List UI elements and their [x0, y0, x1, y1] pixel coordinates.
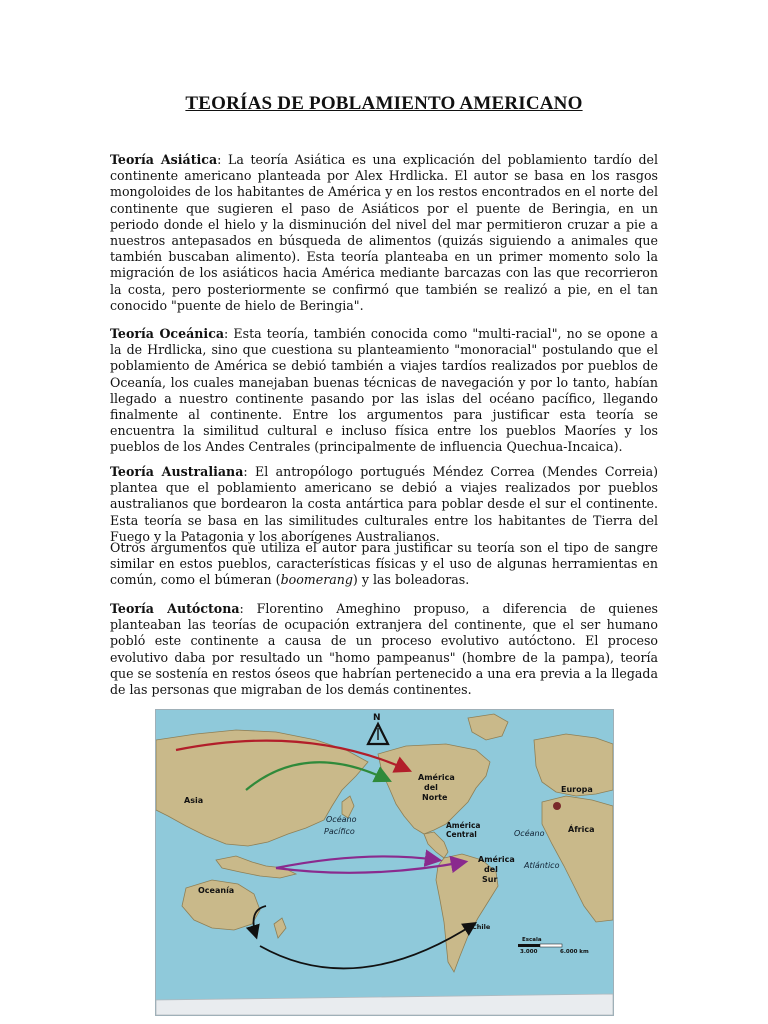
label-oceano-pacifico-1: Océano	[326, 815, 357, 824]
label-america-sur-1: América	[478, 855, 515, 864]
europe-marker	[553, 802, 561, 810]
heading-teoria-australiana: Teoría Australiana	[110, 464, 244, 479]
label-oceano-atlantico-2: Atlántico	[524, 861, 560, 870]
heading-teoria-asiatica: Teoría Asiática	[110, 152, 218, 167]
paragraph-teoria-oceanica	[110, 326, 658, 456]
label-america-sur-3: Sur	[482, 875, 498, 884]
label-america-norte-2: del	[424, 783, 438, 792]
label-europa: Europa	[561, 785, 593, 794]
page-title: TEORÍAS DE POBLAMIENTO AMERICANO	[185, 93, 583, 114]
body-teoria-oceanica: Esta teoría, también conocida como "multi-racial", no se opone a la de Hrdlicka, sino que cuestiona su planteamiento "monoracial" postulando que el poblamiento de América se debió también a viajes tardíos realizados por pueblos de Oceanía, los cuales manejaban buenas técnicas de navegación y por lo tanto, habían llegado a nuestro continente pasando por las islas del océano pacífico, llegando finalmente al continente. Entre los argumentos para justificar esta teoría se encuentra la similitud cultural e incluso física entre los pueblos Maoríes y los pueblos de los Andes Centrales (principalmente de influencia Quechua-Incaica).	[110, 326, 658, 455]
label-america-norte-1: América	[418, 773, 455, 782]
scale-value-2: 6.000 km	[560, 949, 589, 955]
paragraph-teoria-australiana	[110, 464, 658, 545]
label-oceania: Oceanía	[198, 886, 235, 895]
separator: :	[217, 152, 228, 167]
paragraph-teoria-asiatica	[110, 152, 658, 314]
heading-teoria-autoctona: Teoría Autóctona	[110, 601, 240, 616]
paragraph-teoria-autoctona	[110, 601, 658, 698]
label-oceano-pacifico-2: Pacífico	[324, 827, 355, 836]
scale-value-1: 3.000	[520, 949, 538, 955]
label-africa: África	[568, 825, 595, 834]
scale-title: Escala	[522, 937, 542, 943]
body-teoria-australiana: El antropólogo portugués Méndez Correa (Mendes Correia) plantea que el poblamiento americano se debió a viajes realizados por pueblos australianos que bordearon la costa antártica para poblar desde el sur el continente. Esta teoría se basa en las similitudes culturales entre los habitantes de Tierra del Fuego y la Patagonia y los aborígenes Australianos.	[110, 464, 659, 544]
label-america-central-1: América	[446, 821, 481, 830]
separator: :	[224, 326, 234, 341]
heading-teoria-oceanica: Teoría Oceánica	[110, 326, 225, 341]
separator: :	[239, 601, 257, 616]
label-chile: Chile	[472, 923, 491, 931]
paragraph-teoria-australiana-argumentos	[110, 540, 658, 589]
label-america-sur-2: del	[484, 865, 498, 874]
north-label: N	[373, 713, 381, 723]
label-oceano-atlantico-1: Océano	[514, 829, 545, 838]
label-america-central-2: Central	[446, 830, 477, 839]
body-teoria-asiatica: La teoría Asiática es una explicación del poblamiento tardío del continente americano planteada por Alex Hrdlicka. El autor se basa en los rasgos mongoloides de los habitantes de América y en los restos encontrados en el norte del continente que sugieren el paso de Asiáticos por el puente de Beringia, en un periodo donde el hielo y la disminución del nivel del mar permitieron cruzar a pie a nuestros antepasados en búsqueda de alimentos (quizás siguiendo a animales que también buscaban alimento). Esta teoría planteaba en un primer momento solo la migración de los asiáticos hacia América mediante barcazas con las que recorrieron la costa, pero posteriormente se confirmó que también se realizó a pie, en el tan conocido "puente de hielo de Beringia".	[110, 152, 659, 313]
label-asia: Asia	[184, 796, 204, 805]
separator: :	[243, 464, 256, 479]
label-america-norte-3: Norte	[422, 793, 448, 802]
body-argumentos-b: ) y las boleadoras.	[352, 572, 470, 588]
body-teoria-autoctona: Florentino Ameghino propuso, a diferencia de quienes planteaban las teorías de ocupación extranjera del continente, que el ser humano pobló este continente a causa de un proceso evolutivo autóctono. El proceso evolutivo daba por resultado un "homo pampeanus" (hombre de la pampa), teoría que se sostenía en restos óseos que habrían pertenecido a una era previa a la llegada de las personas que migraban de los demás continentes.	[110, 601, 658, 698]
body-argumentos-a: Otros argumentos que utiliza el autor para justificar su teoría son el tipo de sangre similar en estos pueblos, características físicas y el uso de algunas herramientas en común, como el búmeran (	[110, 540, 658, 588]
body-argumentos-italic: boomerang	[280, 572, 353, 588]
migration-map	[155, 709, 614, 1016]
map-svg	[156, 710, 613, 1015]
